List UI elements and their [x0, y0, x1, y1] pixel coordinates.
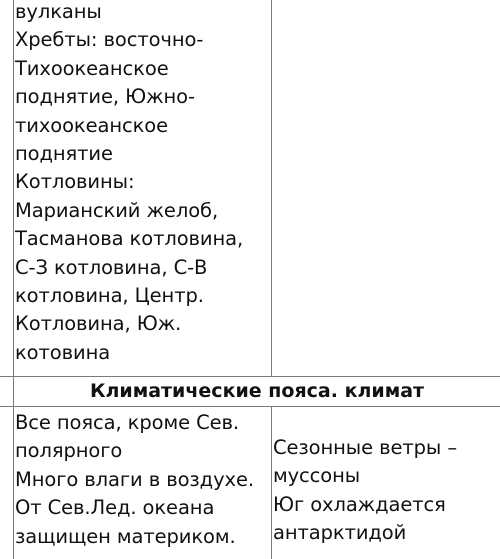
cell-line: антарктидой — [273, 521, 407, 545]
cell-line: котловина, Центр. — [15, 284, 204, 308]
cell-line: Все пояса, кроме Сев. — [15, 411, 239, 434]
cell-line: муссоны — [273, 464, 361, 488]
cell-bottom-left — [15, 409, 254, 551]
section-header: Климатические пояса. климат — [89, 380, 425, 402]
cell-line: Сезонные ветры – — [273, 436, 457, 459]
cell-line: вулканы — [15, 0, 102, 23]
cell-line: котовина — [15, 340, 111, 364]
cell-line: Тасманова котловина, — [15, 227, 244, 251]
cell-line: защищен материком. — [15, 524, 236, 548]
cell-line: полярного — [15, 439, 123, 463]
cell-line: Много влаги в воздухе. — [15, 467, 254, 491]
cell-line: Тихоокеанское — [15, 56, 169, 80]
cell-top-left — [15, 0, 243, 367]
cell-line: С-З котловина, С-В — [15, 255, 208, 279]
table-column-divider-top — [271, 0, 272, 376]
cell-line: Юг охлаждается — [273, 492, 446, 516]
table-left-border — [13, 0, 14, 559]
table-row-divider-lower — [0, 406, 500, 407]
cell-bottom-right — [273, 434, 457, 548]
cell-line: Марианский желоб, — [15, 198, 219, 222]
cell-line: Котловины: — [15, 170, 135, 194]
cell-line: От Сев.Лед. океана — [15, 496, 215, 520]
cell-line: поднятие, Южно- — [15, 85, 195, 109]
table-column-divider-bottom — [271, 406, 272, 559]
cell-line: поднятие — [15, 142, 113, 166]
cell-line: тихоокеанское — [15, 113, 169, 137]
cell-line: Хребты: восточно- — [15, 28, 204, 52]
cell-line: Котловина, Юж. — [15, 312, 182, 336]
